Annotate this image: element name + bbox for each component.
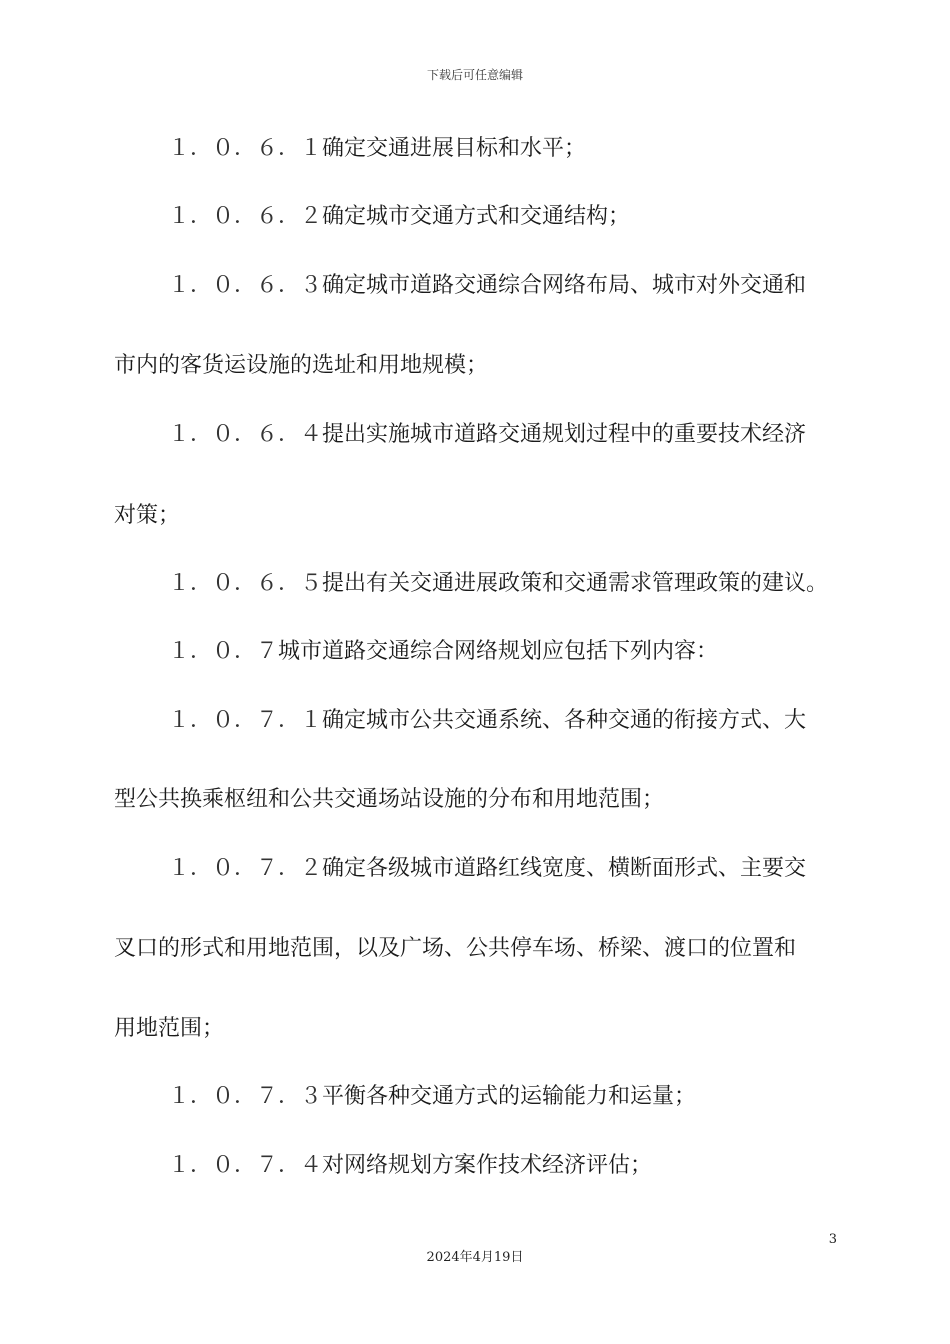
paragraph-line [168, 854, 806, 884]
paragraph-line [168, 1082, 696, 1112]
clause-text: 提出实施城市道路交通规划过程中的重要技术经济 [322, 422, 807, 447]
paragraph-line [168, 637, 718, 667]
clause-number: １．０．７．３ [168, 1084, 323, 1109]
paragraph-line [114, 501, 180, 531]
clause-text: 城市道路交通综合网络规划应包括下列内容： [278, 639, 719, 664]
paragraph-line [168, 569, 828, 599]
page-header: 下载后可任意编辑 [426, 68, 523, 82]
clause-text: 对网络规划方案作技术经济评估； [322, 1153, 653, 1178]
page-number: 3 [828, 1232, 837, 1247]
clause-text: 平衡各种交通方式的运输能力和运量； [322, 1084, 697, 1109]
clause-text: 用地范围； [114, 1016, 225, 1041]
clause-number: １．０．６．３ [168, 273, 323, 298]
clause-number: １．０．７．２ [168, 856, 323, 881]
clause-number: １．０．７ [168, 639, 279, 664]
footer-date: 2024年4月19日 [426, 1250, 524, 1265]
paragraph-line [114, 1014, 224, 1044]
clause-text: 叉口的形式和用地范围，以及广场、公共停车场、桥梁、渡口的位置和 [114, 936, 797, 961]
clause-number: １．０．７．１ [168, 708, 323, 733]
clause-number: １．０．６．１ [168, 136, 323, 161]
paragraph-line [114, 785, 664, 815]
clause-text: 确定交通进展目标和水平； [322, 136, 587, 161]
paragraph-line [168, 134, 586, 164]
paragraph-line [168, 202, 630, 232]
paragraph-line [168, 271, 806, 301]
clause-text: 对策； [114, 503, 181, 528]
clause-text: 确定各级城市道路红线宽度、横断面形式、主要交 [322, 856, 807, 881]
clause-number: １．０．６．５ [168, 571, 323, 596]
clause-text: 型公共换乘枢纽和公共交通场站设施的分布和用地范围； [114, 787, 665, 812]
paragraph-line [114, 351, 488, 381]
clause-text: 确定城市公共交通系统、各种交通的衔接方式、大 [322, 708, 807, 733]
paragraph-line [168, 1151, 652, 1181]
clause-text: 市内的客货运设施的选址和用地规模； [114, 353, 489, 378]
paragraph-line [168, 706, 806, 736]
paragraph-line [168, 420, 806, 450]
clause-text: 确定城市道路交通综合网络布局、城市对外交通和 [322, 273, 807, 298]
clause-number: １．０．６．４ [168, 422, 323, 447]
clause-text: 提出有关交通进展政策和交通需求管理政策的建议。 [322, 571, 829, 596]
clause-number: １．０．６．２ [168, 204, 323, 229]
clause-text: 确定城市交通方式和交通结构； [322, 204, 631, 229]
clause-number: １．０．７．４ [168, 1153, 323, 1178]
paragraph-line [114, 934, 796, 964]
